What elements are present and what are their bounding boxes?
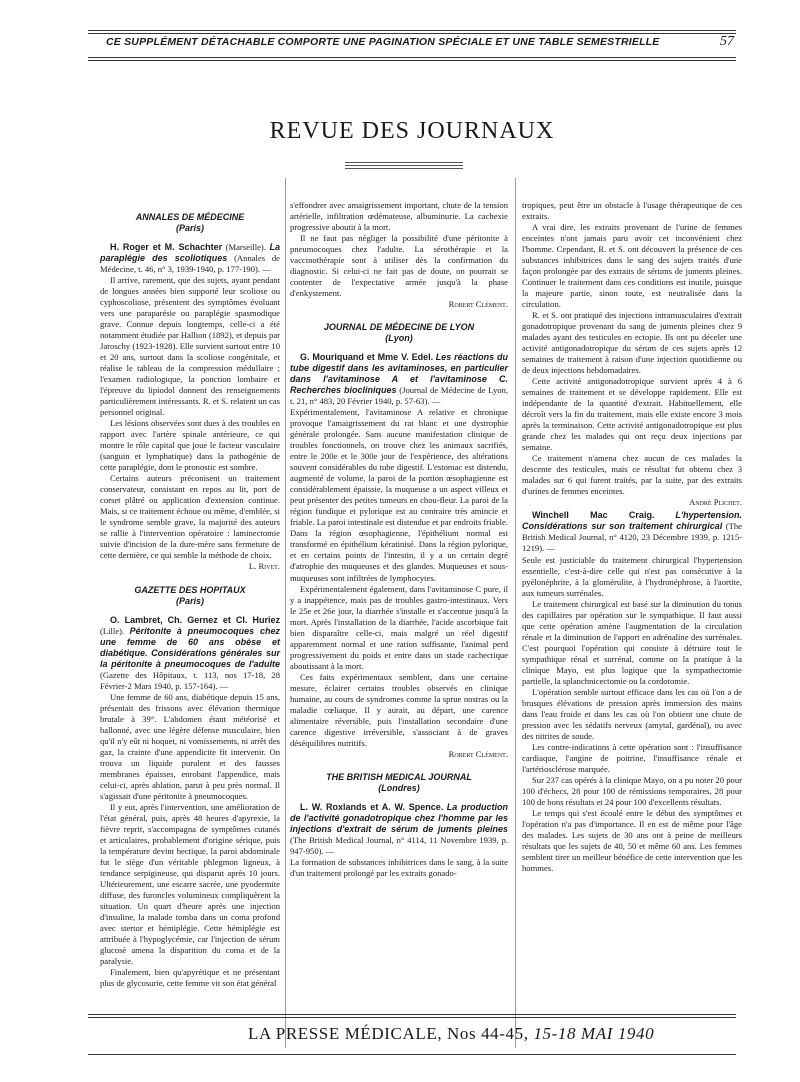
title-rule-2 — [345, 165, 463, 166]
body-paragraph: Il y eut, après l'intervention, une amélioration de l'état général, puis, après 48 heures d'apyrexie, la fièvre reprit, s'accompagna de symptômes cutanés et articulaires, probablement d'origine sérique, puis la température devint hectique, la paroi abdominale fut le siège d'un véritable phlegmon ligneux, à tendance serpigineuse, qui disparut après 10 jours. Ultérieurement, une escarre sacrée, une pyodermite diffuse, des furoncles volumineux compliquèrent la situation. Un quart d'heure après une injection d'insuline, la malade tomba dans un coma profond avec stertor et hémiplégie. Cette hémiplégie est attribuée à l'hypoglycémie, car l'injection de sérum glucosé amena la disparition du coma et de la paralysie. — [100, 801, 280, 967]
article-citation — [100, 242, 280, 275]
article-title: Les réactions du tube digestif dans les avitaminoses, en particulier dans l'avitaminose A et l'avitaminose C. Recherches biocliniques — [290, 352, 508, 396]
article-citation — [522, 510, 742, 554]
body-paragraph: R. et S. ont pratiqué des injections intramusculaires d'extrait gonadotropique provenant du sang de juments pleines chez 9 malades ayant des testicules en ectopie. Ils ont pu déceler une activité antigonadotropique du sérum de ces sujets après 12 semaines de traitement à raison d'une injection quotidienne ou de deux injections hebdomadaires. — [522, 310, 742, 376]
body-paragraph: Les lésions observées sont dues à des troubles en rapport avec l'artère spinale antérieure, ce qui montre le rôle capital que joue le facteur vasculaire (sanguin et lymphatique) dans la pathogénie de cette paraplégie, dont le pronostic est sombre. — [100, 418, 280, 473]
body-paragraph: A vrai dire, les extraits provenant de l'urine de femmes enceintes n'ont jamais paru avoir cet inconvénient chez l'homme. Cependant, R. et S. ont découvert la présence de ces substances inhibitrices dans le sang des sujets traités d'une façon prolongée par des extraits de sérums de juments pleines. Continuer le traitement dans ces conditions est inutile, puisque la majeure partie, sinon toute, est neutralisée dans la circulation. — [522, 222, 742, 310]
article-authors: G. Mouriquand et Mme V. Edel. — [300, 352, 434, 363]
top-rule-outer — [88, 30, 736, 31]
journal-section-heading: ANNALES DE MÉDECINE — [135, 212, 245, 222]
body-paragraph: Cette activité antigonadotropique survient après 4 à 6 semaines de traitement et se développe rapidement. Elle est indépendante de la quantité d'extrait. Habituellement, elle décroît vers la fin du traitement, mais elle existe encore 3 mois après la terminaison. Cette activité antigonadotropique est plus grande chez les malades qui ont reçu deux injections par semaine. — [522, 376, 742, 453]
journal-section-city: (Paris) — [175, 223, 204, 234]
body-paragraph: Certains auteurs préconisent un traitement conservateur, consistant en repos au lit, port de corset plâtré ou application d'extension continue. Mais, si ce traitement échoue ou même, d'emblée, si le syndrome semble grave, la majorité des auteurs se rallie à l'intervention opératoire : laminectomie suivie d'incision de la dure-mère sans fermeture de cette dernière, ce qui semble la méthode de choix. — [100, 473, 280, 561]
article-reference: (Journal de Médecine de Lyon, t. 21, n° 483, 20 Février 1940, p. 57-63). — — [290, 385, 508, 407]
footer-issue: Nos 44-45, — [447, 1024, 529, 1043]
reviewer-signature: André Plichet. — [689, 497, 742, 508]
title-rule-1 — [345, 162, 463, 163]
body-paragraph: Finalement, bien qu'apyrétique et ne présentant plus de glycosurie, cette femme vit son état général — [100, 967, 280, 989]
article-authors: L. W. Roxlands et A. W. Spence. — [300, 801, 444, 812]
body-paragraph: Ces faits expérimentaux semblent, dans une certaine mesure, éclairer certains troubles observés en clinique humaine, au cours de syndromes comme la sprue nostras ou la maladie cœliaque. Il y aurait, au départ, une carence alimentaire réversible, puis l'installation secondaire d'une carence digestive irréversible, s'associant à de graves déséquilibres nutritifs. — [290, 671, 508, 748]
journal-section-heading: GAZETTE DES HOPITAUX — [134, 584, 246, 595]
article-reference: (Annales de Médecine, t. 46, n° 3, 1939-1940, p. 177-190). — — [100, 253, 280, 275]
article-citation — [290, 802, 508, 857]
column-divider-2 — [515, 178, 516, 1048]
article-title: La production de l'activité gonadotropique chez l'homme par les injections d'extrait de sérum de juments pleines — [290, 801, 508, 834]
column-divider-1 — [285, 178, 286, 1048]
article-reference: (Gazette des Hôpitaux, t. 113, nos 17-18, 28 Février-2 Mars 1940, p. 157-164). — — [100, 669, 280, 691]
body-paragraph: L'opération semble surtout efficace dans les cas où l'on a de brusques élévations de pression après immersion des mains dans l'eau froide et dans les cas où l'on obtient une chute de pression avec les sédatifs nerveux (amytal, gardénal), ou avec des nitrites de soude. — [522, 686, 742, 741]
supplement-notice: CE SUPPLÉMENT DÉTACHABLE COMPORTE UNE PAGINATION SPÉCIALE ET UNE TABLE SEMESTRIELLE — [106, 36, 660, 48]
column-left — [100, 200, 281, 989]
body-paragraph: Ce traitement n'amena chez aucun de ces malades la descente des testicules, mais ce résultat fut obtenu chez 3 malades sur 6 qui furent traités, par la suite, par des extraits d'urines de femmes enceintes. — [522, 453, 742, 497]
page-number: 57 — [720, 34, 734, 49]
article-title: La paraplégie des scoliotiques — [100, 242, 280, 264]
page-title: REVUE DES JOURNAUX — [269, 118, 555, 144]
reviewer-signature: L. Rivet. — [248, 561, 280, 572]
journal-section-city: (Lyon) — [385, 333, 413, 344]
body-paragraph: s'effondrer avec amaigrissement important, chute de la tension artérielle, infiltration œdémateuse, albuminurie. La cachexie progressive aboutit à la mort. — [290, 200, 508, 233]
body-paragraph: Les contre-indications à cette opération sont : l'insuffisance cardiaque, l'angine de poitrine, l'insuffisance rénale et l'artériosclérose marquée. — [522, 741, 742, 774]
banner-rule-lower — [88, 60, 736, 61]
reviewer-signature: Robert Clément. — [448, 748, 508, 759]
body-paragraph: Une femme de 60 ans, diabétique depuis 15 ans, présentait des frissons avec élévation thermique brutale à 39°. L'abdomen étant météorisé et ballonné, avec une légère défense musculaire, bien qu'il n'y eût ni hoquet, ni vomissements, ni arrêt des gaz, la crainte d'une appendicite fit intervenir. On trouva un liquide purulent et des fausses membranes épaisses, enrobant l'appendice, mais celui-ci, après ablation, parut à peu près normal. Il s'agissait d'une péritonite à pneumocoques. — [100, 691, 280, 801]
article-citation — [290, 352, 508, 407]
article-reference: (The British Medical Journal, n° 4120, 23 Décembre 1939, p. 1215-1219). — — [522, 521, 742, 554]
top-banner — [88, 34, 736, 54]
footer-rule-upper — [88, 1014, 736, 1015]
body-paragraph: Le temps qui s'est écoulé entre le début des symptômes et l'opération n'a pas d'importance. Il en est de même pour l'âge des malades. Les sujets de 30 ans ont à peine de meilleurs résultats que les sujets de 40, 50 et même 60 ans. Les femmes semblent tirer un meilleur bénéfice de cette intervention que les hommes. — [522, 807, 742, 873]
article-authors: O. Lambret, Ch. Gernez et Cl. Huriez — [110, 614, 280, 625]
article-citation — [100, 615, 280, 692]
title-rule-3 — [345, 168, 463, 169]
body-paragraph: Il ne faut pas négliger la possibilité d'une péritonite à pneumocoques chez l'adulte. La sérothérapie et la vaccinothérapie sont à utiliser dès la confirmation du diagnostic. Si celui-ci ne fait pas de doute, on pourrait se contenter de l'expectative armée jusqu'à la phase d'enkystement. — [290, 233, 508, 299]
body-paragraph: Sur 237 cas opérés à la clinique Mayo, on a pu noter 20 pour 100 d'échecs, 28 pour 100 de rémissions temporaires, 28 pour 100 de bons résultats et 24 pour 100 d'excellents résultats. — [522, 774, 742, 807]
footer-journal: LA PRESSE MÉDICALE, — [248, 1024, 443, 1043]
body-paragraph: Seule est justiciable du traitement chirurgical l'hypertension essentielle, c'est-à-dire celle qui n'est pas consécutive à la pyélonéphrite, à la glomérulite, à l'hydronéphrose, à l'aortite, aux tumeurs surrénales. — [522, 554, 742, 598]
article-title: Péritonite à pneumocoques chez une femme de 60 ans obèse et diabétique. Considérations générales sur la péritonite à pneumocoques de l'adulte — [100, 625, 281, 669]
reviewer-signature: Robert Clément. — [448, 299, 508, 310]
body-paragraph: tropiques, peut être un obstacle à l'usage thérapeutique de ces extraits. — [522, 200, 742, 222]
article-authors: H. Roger et M. Schachter — [110, 242, 223, 253]
article-place: (Marseille). — [222, 242, 270, 253]
article-authors: Winchell Mac Craig. — [532, 510, 655, 521]
article-reference: (The British Medical Journal, n° 4114, 11 Novembre 1939, p. 947-950). — — [290, 834, 508, 856]
article-place: (Lille). — [100, 625, 130, 636]
footer-date: 15-18 MAI 1940 — [533, 1024, 655, 1043]
article-place — [654, 510, 675, 520]
body-paragraph: Il arrive, rarement, que des sujets, ayant pendant de longues années bien supporté leur scoliose ou cyphoscoliose, présentent des symptômes évoluant vers une paraparésie ou paraplégie spasmodique grave. Connue depuis longtemps, celle-ci a été notamment étudiée par Hallion (1892), et depuis par Jaroschy (1923-1928). Elle survient surtout entre 10 et 20 ans, surtout dans la scoliose congénitale, et réalise le tableau de la compression médullaire ; l'examen radiologique, la ponction lombaire et l'épreuve du lipiodol donnent des renseignements particulièrement intéressants. R. et S. relatent un cas personnel original. — [100, 275, 280, 418]
body-paragraph: Le traitement chirurgical est basé sur la diminution du tonus des capillaires par opération sur le sympathique. Il faut aussi que cette opération amène l'augmentation de la circulation rénale et la diminution de l'apport en adrénaline des surrénales. C'est pourquoi l'opération qui consiste à détruire tout le sympathique rénal et surrénal, comme on la pratique à la clinique Mayo, est plus logique que la sympathectomie partielle, la splanchnicectomie ou la cordotomie. — [522, 598, 742, 686]
footer-line — [248, 1024, 654, 1044]
column-right — [522, 200, 742, 928]
banner-rule-upper — [88, 57, 736, 58]
column-middle — [290, 200, 508, 928]
journal-section-heading: JOURNAL DE MÉDECINE DE LYON — [323, 322, 475, 333]
article-title: L'hypertension. Considérations sur son traitement chirurgical — [522, 510, 742, 532]
footer — [88, 1020, 736, 1050]
bottom-rule — [88, 1054, 736, 1055]
journal-section-heading: THE BRITISH MEDICAL JOURNAL — [326, 771, 472, 782]
footer-rule-lower — [88, 1017, 736, 1018]
body-paragraph: La formation de substances inhibitrices dans le sang, à la suite d'un traitement prolongé par les extraits gonado- — [290, 856, 508, 878]
journal-section-city: (Londres) — [378, 782, 420, 793]
body-paragraph: Expérimentalement également, dans l'avitaminose C pure, il y a inappétence, mais pas de troubles gastro-intestinaux. Vers le 25e et 26e jour, la diarrhée s'installe et s'accentue jusqu'à la mort. Après l'installation de la diarrhée, l'acide ascorbique fait bien disparaître celle-ci, mais malgré un réel digestif apparemment normal et une ration suffisante, l'animal perd progressivement du poids et entre dans un stade cachectique aboutissant à la mort. — [290, 583, 508, 671]
journal-section-city: (Paris) — [175, 595, 204, 606]
body-paragraph: Expérimentalement, l'avitaminose A relative et chronique provoque l'amaigrissement du rat blanc et une dystrophie générale prolongée. Sans aucune manifestation clinique de troubles fonctionnels, on trouve chez les animaux sacrifiés, entre le 200e et le 300e jour de l'expérience, des altérations souvent considérables du tube digestif. L'estomac est distendu, augmenté de volume, la paroi de la portion œsophagienne est considérablement épaissie, la muqueuse a un aspect villeux et peut présenter des petites tumeurs en chou-fleur. La paroi de la région fundique et pylorique est au contraire très amincie et friable. La paroi intestinale est distendue et par endroits friable. Dans la région œsophagienne, l'épithélium normal est transformé en épithélium kératinisé. Dans la région pylorique, et en certains points de l'intestin, il y a un certain degré d'atrophie des muqueuses et des glandes. Muqueuses et sous-muqueuses sont infiltrées de lymphocytes. — [290, 407, 508, 583]
